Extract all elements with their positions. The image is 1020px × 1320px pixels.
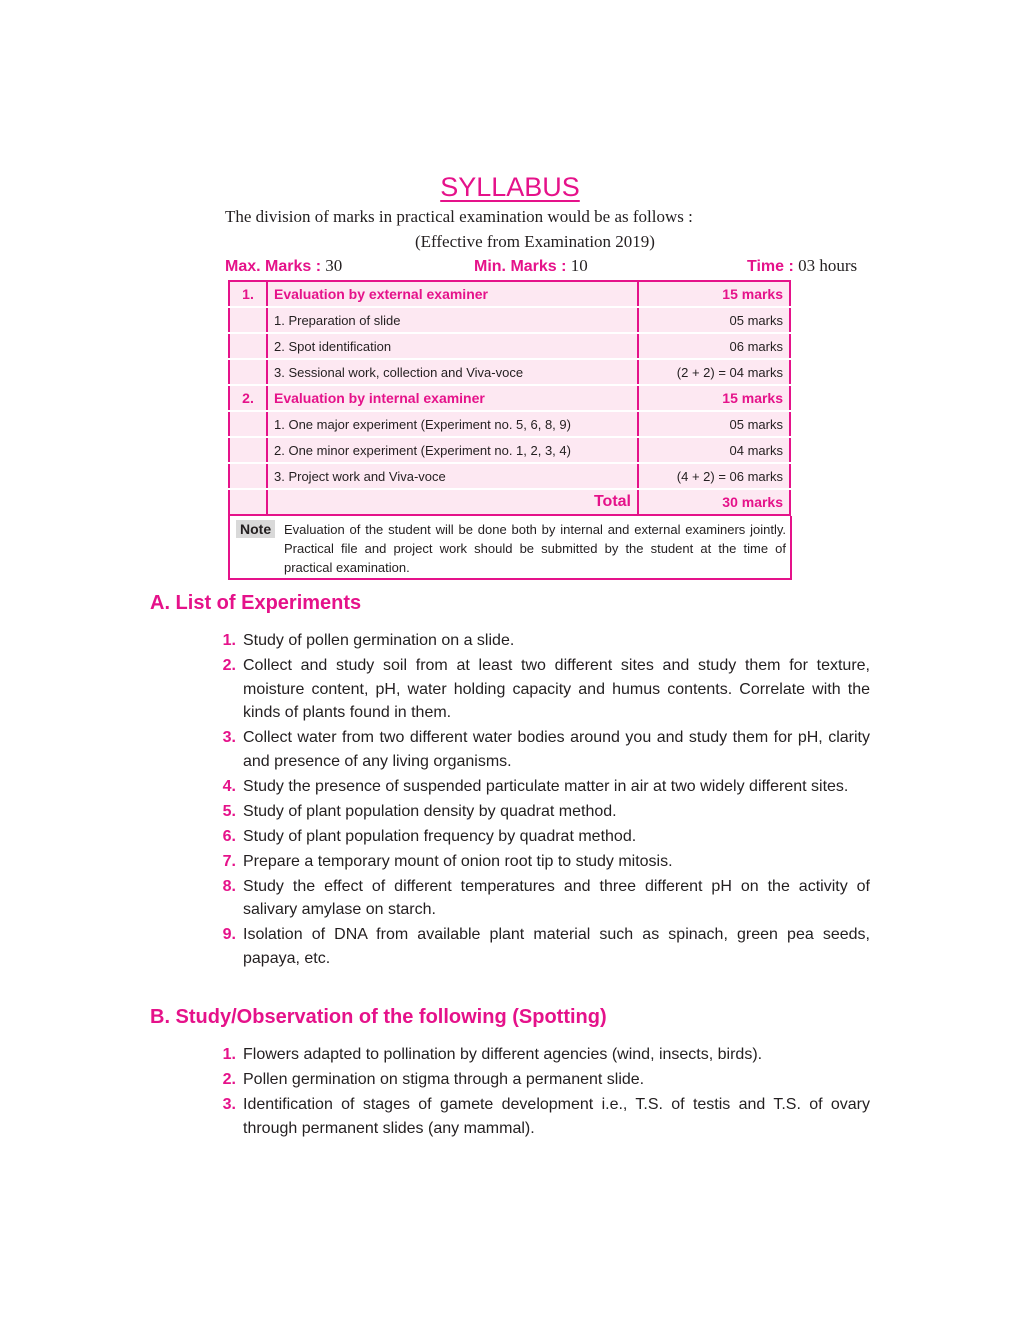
row-marks: 15 marks xyxy=(638,281,790,307)
item-label: 3. Sessional work, collection and Viva-voce xyxy=(267,359,638,385)
item-marks: 05 marks xyxy=(638,307,790,333)
item-text: Pollen germination on stigma through a permanent slide. xyxy=(243,1071,645,1088)
item-number: 3. xyxy=(222,1096,236,1113)
section-b-heading: B. Study/Observation of the following (Spotting) xyxy=(150,1006,607,1028)
item-text: Prepare a temporary mount of onion root tip to study mitosis. xyxy=(243,852,673,870)
list-item xyxy=(214,654,870,725)
max-marks-value: 30 xyxy=(325,256,343,275)
row-number: 2. xyxy=(229,385,267,411)
item-number: 5. xyxy=(222,802,236,820)
item-text: Study of pollen germination on a slide. xyxy=(243,632,515,649)
item-label: 2. One minor experiment (Experiment no. 1, 2, 3, 4) xyxy=(267,437,638,463)
item-marks: 05 marks xyxy=(638,411,790,437)
item-number: 1. xyxy=(222,1046,236,1063)
list-item xyxy=(214,1043,870,1067)
title-text: SYLLABUS xyxy=(440,172,580,202)
list-item xyxy=(214,875,870,922)
experiment-list xyxy=(214,629,870,972)
item-number: 1. xyxy=(222,632,236,649)
min-marks-label: Min. Marks : xyxy=(474,258,567,275)
item-marks: (4 + 2) = 06 marks xyxy=(638,463,790,489)
list-item xyxy=(214,1068,870,1092)
item-number: 2. xyxy=(222,1071,236,1088)
item-text: Isolation of DNA from available plant material such as spinach, green pea seeds, papaya, etc. xyxy=(243,926,870,967)
item-number: 3. xyxy=(222,729,236,746)
item-text: Collect water from two different water bodies around you and study them for pH, clarity and presence of any living organisms. xyxy=(243,729,870,770)
item-text: Study of plant population frequency by quadrat method. xyxy=(243,827,637,845)
list-item xyxy=(214,825,870,849)
list-item xyxy=(214,629,870,653)
item-text: Collect and study soil from at least two different sites and study them for texture, moisture content, pH, water holding capacity and humus contents. Correlate with the kinds of plants found in them. xyxy=(243,657,870,721)
item-marks: 04 marks xyxy=(638,437,790,463)
item-marks: (2 + 2) = 04 marks xyxy=(638,359,790,385)
row-number: 1. xyxy=(229,281,267,307)
list-item xyxy=(214,775,870,799)
item-label: 1. One major experiment (Experiment no. 5, 6, 8, 9) xyxy=(267,411,638,437)
item-number: 9. xyxy=(222,926,236,943)
max-marks xyxy=(225,256,342,276)
table-row xyxy=(229,333,790,359)
row-marks: 15 marks xyxy=(638,385,790,411)
list-item xyxy=(214,1093,870,1140)
section-a-heading: A. List of Experiments xyxy=(150,592,362,614)
note-box xyxy=(228,516,792,580)
list-item xyxy=(214,923,870,970)
item-text: Flowers adapted to pollination by different agencies (wind, insects, birds). xyxy=(243,1046,763,1063)
note-label: Note xyxy=(236,520,275,538)
effective-note: (Effective from Examination 2019) xyxy=(415,232,655,251)
item-marks: 06 marks xyxy=(638,333,790,359)
item-number: 8. xyxy=(222,877,236,895)
min-marks-value: 10 xyxy=(570,256,588,275)
item-label: 2. Spot identification xyxy=(267,333,638,359)
item-text: Study the presence of suspended particulate matter in air at two widely different sites. xyxy=(243,777,849,795)
page-title xyxy=(0,172,1020,203)
marks-table xyxy=(228,280,791,516)
time-value: 03 hours xyxy=(798,256,858,275)
table-row-internal xyxy=(229,385,790,411)
list-item xyxy=(214,850,870,874)
table-row xyxy=(229,307,790,333)
item-number: 6. xyxy=(222,827,236,845)
list-item xyxy=(214,726,870,773)
table-row xyxy=(229,411,790,437)
row-title: Evaluation by internal examiner xyxy=(267,385,638,411)
table-row-total xyxy=(229,489,790,515)
item-text: Identification of stages of gamete development i.e., T.S. of testis and T.S. of ovary through permanent slides (any mammal). xyxy=(243,1096,870,1137)
exam-time xyxy=(747,256,857,276)
table-row xyxy=(229,463,790,489)
item-label: 3. Project work and Viva-voce xyxy=(267,463,638,489)
note-text: Evaluation of the student will be done both by internal and external examiners jointly. Practical file and project work should be submitted by the student at the time of practical examination. xyxy=(284,522,786,575)
table-row xyxy=(229,359,790,385)
total-marks: 30 marks xyxy=(638,489,790,515)
min-marks xyxy=(474,256,588,276)
table-row-external xyxy=(229,281,790,307)
spotting-list xyxy=(214,1043,870,1142)
item-text: Study of plant population density by quadrat method. xyxy=(243,802,617,820)
table-row xyxy=(229,437,790,463)
row-title: Evaluation by external examiner xyxy=(267,281,638,307)
intro-text: The division of marks in practical examination would be as follows : xyxy=(225,207,693,226)
item-number: 2. xyxy=(222,657,236,674)
list-item xyxy=(214,800,870,824)
item-text: Study the effect of different temperatures and three different pH on the activity of salivary amylase on starch. xyxy=(243,877,870,918)
item-number: 7. xyxy=(222,852,236,870)
time-label: Time : xyxy=(747,258,794,275)
item-label: 1. Preparation of slide xyxy=(267,307,638,333)
item-number: 4. xyxy=(222,777,236,795)
total-label: Total xyxy=(267,489,638,515)
max-marks-label: Max. Marks : xyxy=(225,258,322,275)
